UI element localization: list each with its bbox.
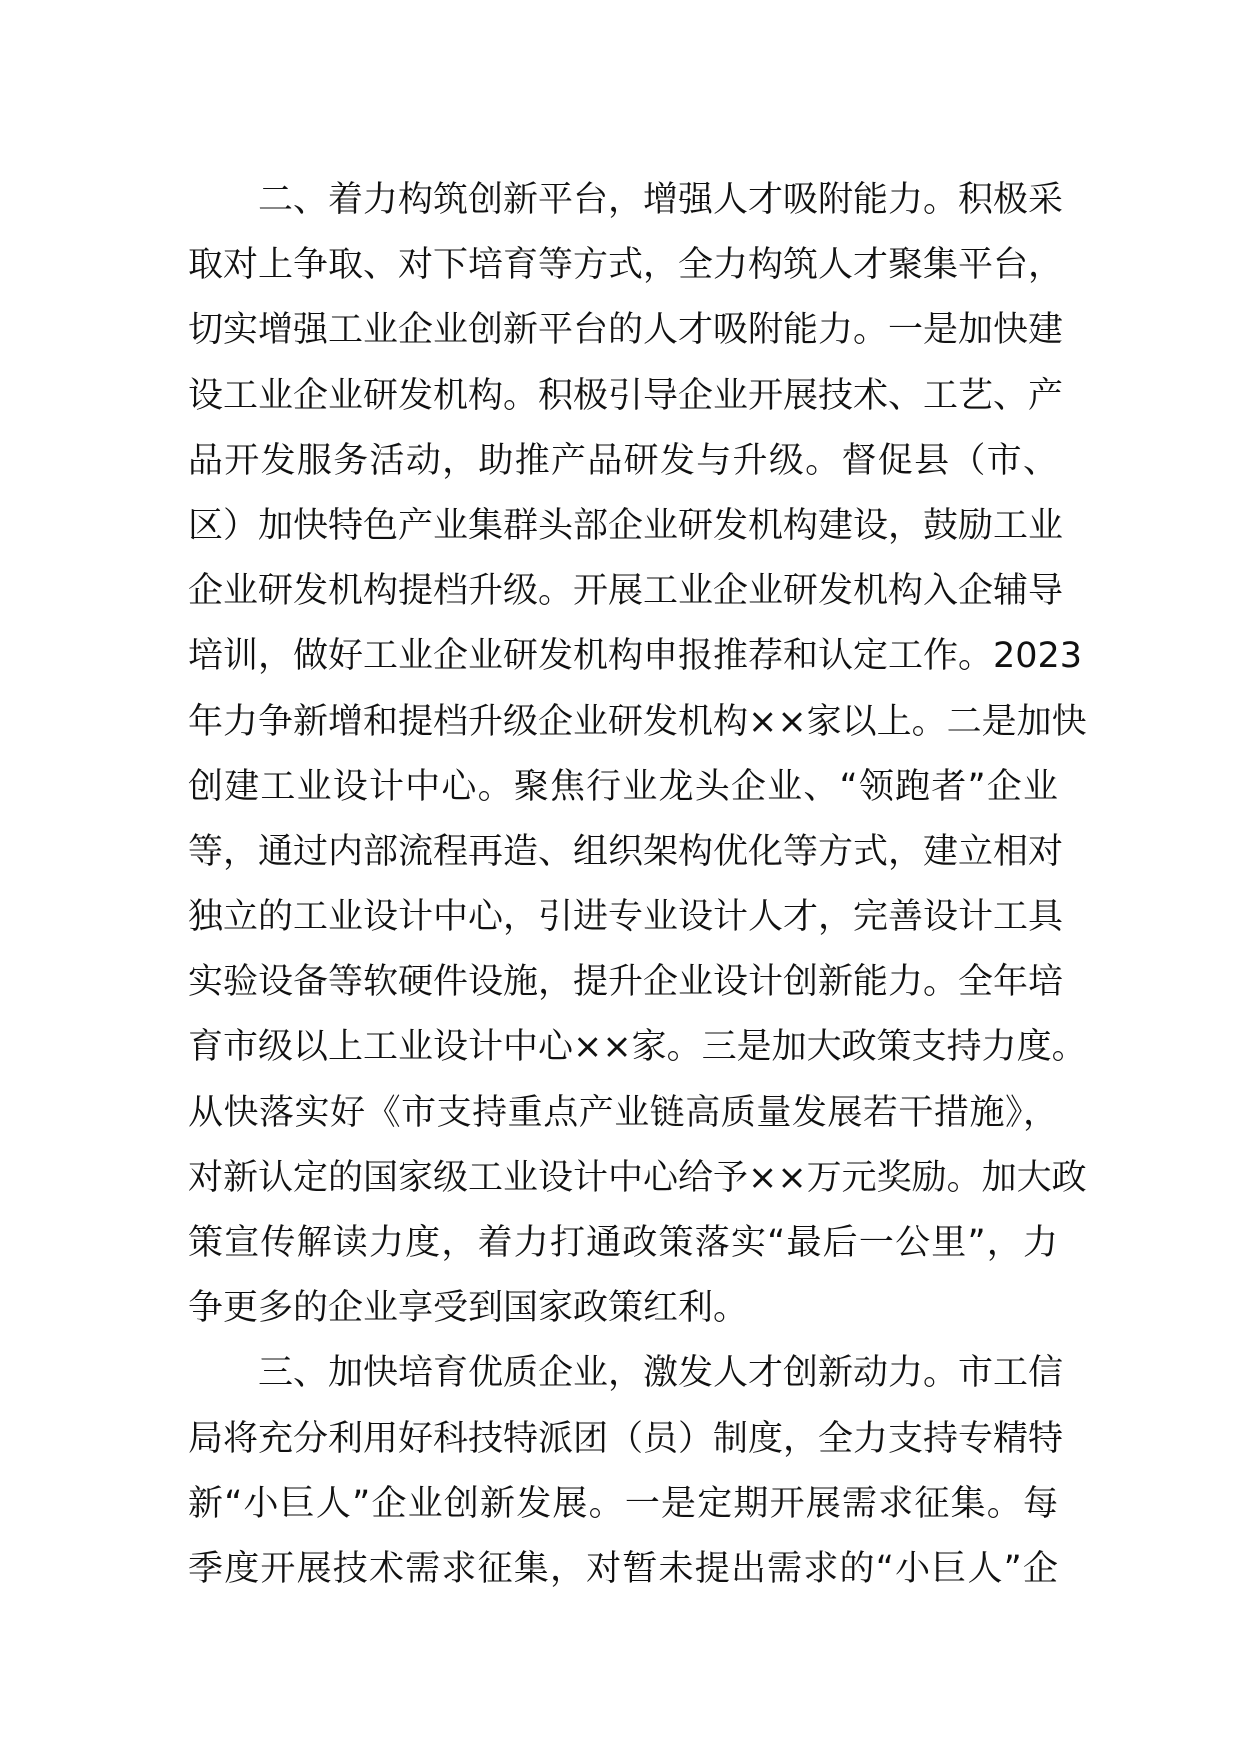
text-line: 对新认定的国家级工业设计中心给予××万元奖励。加大政 (188, 1157, 1087, 1198)
text-line: 企业研发机构提档升级。开展工业企业研发机构入企辅导 (188, 571, 1064, 612)
text-line: 从快落实好《市支持重点产业链高质量发展若干措施》， (188, 1092, 1058, 1133)
text-line: 设工业企业研发机构。积极引导企业开展技术、工艺、产 (188, 375, 1064, 416)
text-line: 创建工业设计中心。聚焦行业龙头企业、“领跑者”企业 (188, 766, 1058, 807)
text-line: 争更多的企业享受到国家政策红利。 (188, 1288, 749, 1329)
text-line: 切实增强工业企业创新平台的人才吸附能力。一是加快建 (188, 310, 1064, 351)
text-line: 品开发服务活动，助推产品研发与升级。督促县（市、 (188, 440, 1058, 481)
paragraph-innovation-platform (188, 168, 1087, 1341)
text-line: 育市级以上工业设计中心××家。三是加大政策支持力度。 (188, 1027, 1087, 1068)
paragraph-quality-enterprises (188, 1341, 1064, 1602)
text-line: 策宣传解读力度，着力打通政策落实“最后一公里”，力 (188, 1223, 1058, 1263)
body-text (188, 168, 1087, 1602)
text-line: 实验设备等软硬件设施，提升企业设计创新能力。全年培 (188, 962, 1064, 1003)
text-line: 独立的工业设计中心，引进专业设计人才，完善设计工具 (188, 897, 1064, 938)
text-line: 年力争新增和提档升级企业研发机构××家以上。二是加快 (188, 701, 1087, 742)
text-line: 局将充分利用好科技特派团（员）制度，全力支持专精特 (188, 1418, 1064, 1459)
text-line: 取对上争取、对下培育等方式，全力构筑人才聚集平台， (188, 245, 1064, 286)
text-line: 三、加快培育优质企业，激发人才创新动力。市工信 (258, 1353, 1064, 1394)
text-line: 二、着力构筑创新平台，增强人才吸附能力。积极采 (258, 180, 1064, 220)
text-line: 等，通过内部流程再造、组织架构优化等方式，建立相对 (188, 831, 1064, 872)
text-line: 新“小巨人”企业创新发展。一是定期开展需求征集。每 (188, 1483, 1058, 1524)
text-line: 季度开展技术需求征集，对暂未提出需求的“小巨人”企 (188, 1548, 1058, 1589)
text-line: 区）加快特色产业集群头部企业研发机构建设，鼓励工业 (188, 505, 1064, 546)
text-line: 培训，做好工业企业研发机构申报推荐和认定工作。2023 (188, 636, 1083, 677)
